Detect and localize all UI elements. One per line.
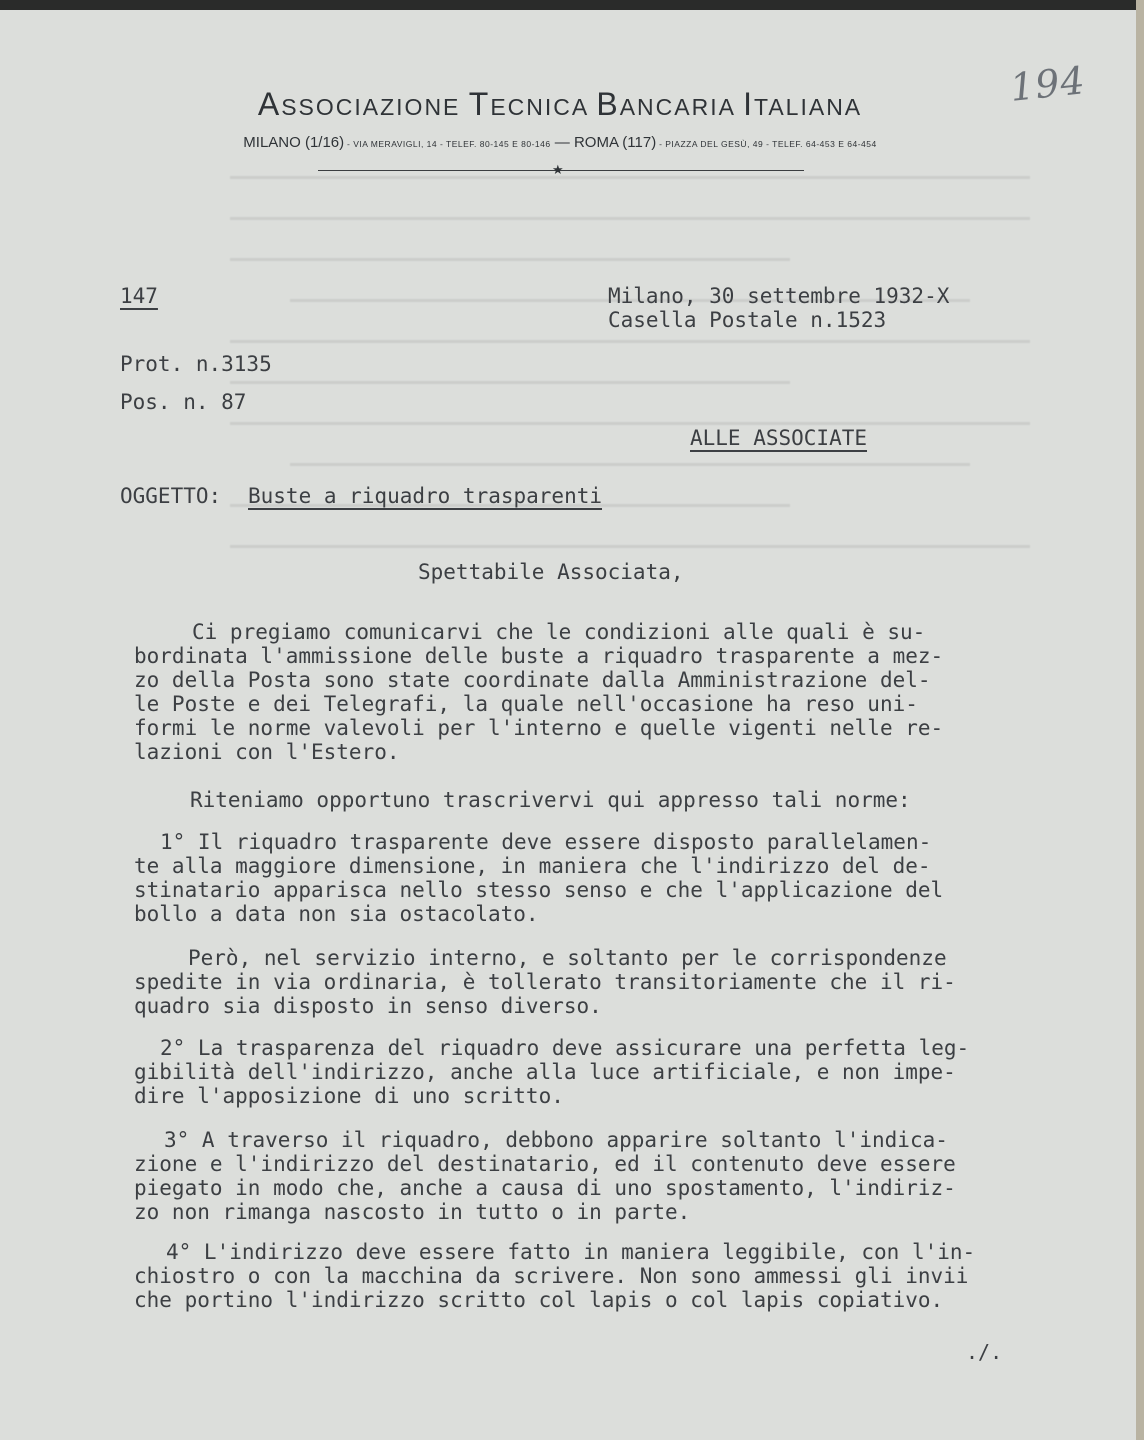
scan-top-edge xyxy=(0,0,1144,10)
scan-right-edge xyxy=(1136,0,1144,1440)
subject-label: OGGETTO: xyxy=(120,484,222,508)
letterhead-title: ASSOCIAZIONE TECNICA BANCARIA ITALIANA xyxy=(257,86,863,122)
paragraph-norms-intro: Riteniamo opportuno trascrivervi qui appresso tali norme: xyxy=(190,788,911,812)
paragraph-rule-2: 2° La trasparenza del riquadro deve assicurare una perfetta leg- gibilità dell'indirizzo, anche alla luce artificiale, e non impe- dire l'apposizione di uno scritto. xyxy=(134,1036,970,1108)
subject: Buste a riquadro trasparenti xyxy=(248,484,603,508)
letter-number: 147 xyxy=(120,284,158,308)
letterhead-address: MILANO (1/16) - VIA MERAVIGLI, 14 - TELEF. 80-145 E 80-146 — ROMA (117) - PIAZZA DEL GESÙ, 49 - TELEF. 64-453 E 64-454 xyxy=(243,134,877,151)
salutation: Spettabile Associata, xyxy=(418,560,684,584)
paragraph-intro: Ci pregiamo comunicarvi che le condizioni alle quali è su- bordinata l'ammissione delle buste a riquadro trasparente a mez- zo della Posta sono state coordinate dalla Amministrazione del- le Poste e dei Telegrafi, la quale nell'occasione ha reso uni- formi le norme valevoli per l'interno e quelle vigenti nelle re- lazioni con l'Estero. xyxy=(134,620,944,764)
continuation-mark: ./. xyxy=(966,1340,1003,1364)
recipient: ALLE ASSOCIATE xyxy=(690,426,868,450)
paragraph-rule-3: 3° A traverso il riquadro, debbono apparire soltanto l'indica- zione e l'indirizzo del destinatario, ed il contenuto deve essere piegato in modo che, anche a causa di uno spostamento, l'indiriz- zo non rimanga nascosto in tutto o in parte. xyxy=(134,1128,956,1224)
po-box: Casella Postale n.1523 xyxy=(608,308,887,332)
paragraph-rule-1: 1° Il riquadro trasparente deve essere disposto parallelamen- te alla maggiore dimensione, in maniera che l'indirizzo del de- stinatario apparisca nello stesso senso e che l'applicazione del bollo a data non sia ostacolato. xyxy=(134,830,944,926)
letter-date: Milano, 30 settembre 1932-X xyxy=(608,284,950,308)
protocol-number: Prot. n.3135 xyxy=(120,352,272,376)
paragraph-rule-1-note: Però, nel servizio interno, e soltanto per le corrispondenze spedite in via ordinaria, è tollerato transitoriamente che il ri- quadro sia disposto in senso diverso. xyxy=(134,946,956,1018)
star-ornament: ★ xyxy=(552,163,564,178)
paragraph-rule-4: 4° L'indirizzo deve essere fatto in maniera leggibile, con l'in- chiostro o con la macchina da scrivere. Non sono ammessi gli invii che portino l'indirizzo scritto col lapis o col lapis copiativo. xyxy=(134,1240,976,1312)
position-number: Pos. n. 87 xyxy=(120,390,247,414)
handwritten-page-number: 194 xyxy=(1007,58,1088,110)
